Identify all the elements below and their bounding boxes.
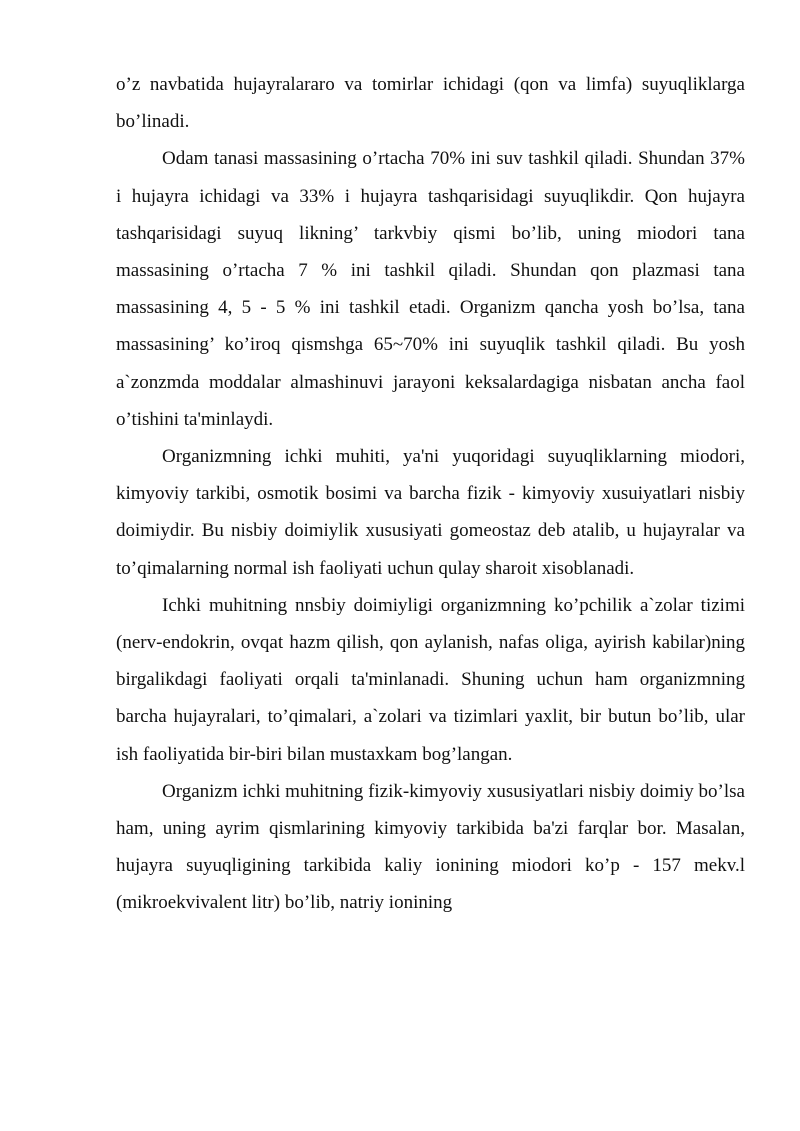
paragraph-continuation: o’z navbatida hujayralararo va tomirlar ichidagi (qon va limfa) suyuqliklarga bo’linadi.: [116, 74, 745, 133]
document-page: [116, 66, 745, 922]
paragraph-body-water: Odam tanasi massasining o’rtacha 70% ini suv tashkil qiladi. Shundan 37% i hujayra ichidagi va 33% i hujayra tashqarisidagi suyuqlikdir. Qon hujayra tashqarisidagi suyuq likning’ tarkvbiy qismi bo’lib, uning miodori tana massasining o’rtacha 7 % ini tashkil qiladi. Shundan qon plazmasi tana massasining 4, 5 - 5 % ini tashkil etadi. Organizm qancha yosh bo’lsa, tana massasining’ ko’iroq qismshga 65~70% ini suyuqlik tashkil qiladi. Bu yosh a`zonzmda moddalar almashinuvi jarayoni keksalardagiga nisbatan ancha faol o’tishini ta'minlaydi.: [116, 148, 745, 430]
paragraph-homeostasis: Organizmning ichki muhiti, ya'ni yuqoridagi suyuqliklarning miodori, kimyoviy tarkibi, osmotik bosimi va barcha fizik - kimyoviy xusuiyatlari nisbiy doimiydir. Bu nisbiy doimiylik xususiyati gomeostaz deb atalib, u hujayralar va to’qimalarning normal ish faoliyati uchun qulay sharoit xisoblanadi.: [116, 446, 745, 579]
paragraph-ion-composition: Organizm ichki muhitning fizik-kimyoviy xususiyatlari nisbiy doimiy bo’lsa ham, uning ayrim qismlarining kimyoviy tarkibida ba'zi farqlar bor. Masalan, hujayra suyuqligining tarkibida kaliy ionining miodori ko’p - 157 mekv.l (mikroekvivalent litr) bo’lib, natriy ionining: [116, 780, 745, 914]
paragraph-organ-systems: Ichki muhitning nnsbiy doimiyligi organizmning ko’pchilik a`zolar tizimi (nerv-endokrin, ovqat hazm qilish, qon aylanish, nafas oliga, ayirish kabilar)ning birgalikdagi faoliyati orqali ta'minlanadi. Shuning uchun ham organizmning barcha hujayralari, to’qimalari, a`zolari va tizimlari yaxlit, bir butun bo’lib, ular ish faoliyatida bir-biri bilan mustaxkam bog’langan.: [116, 594, 745, 765]
